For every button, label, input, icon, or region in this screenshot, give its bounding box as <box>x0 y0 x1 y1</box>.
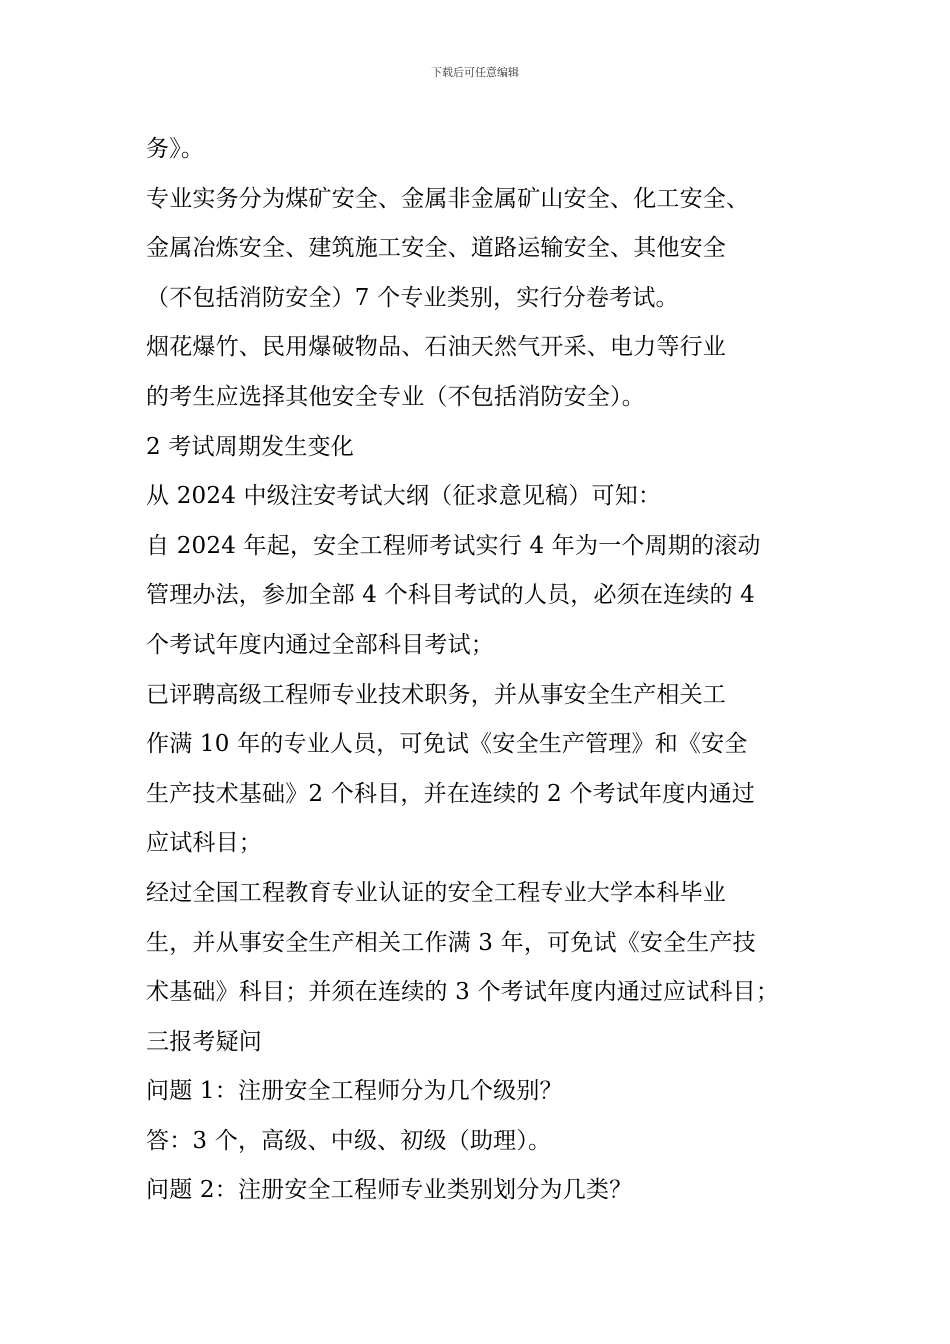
section-heading: 三报考疑问 <box>146 1028 262 1055</box>
text-line: （不包括消防安全）7 个专业类别，实行分卷考试。 <box>146 284 679 311</box>
text-line: 已评聘高级工程师专业技术职务，并从事安全生产相关工 <box>146 681 726 708</box>
text-line: 经过全国工程教育专业认证的安全工程专业大学本科毕业 <box>146 879 726 906</box>
text-line: 生，并从事安全生产相关工作满 3 年，可免试《安全生产技 <box>146 929 756 956</box>
text-line: 生产技术基础》2 个科目，并在连续的 2 个考试年度内通过 <box>146 780 755 807</box>
text-line: 的考生应选择其他安全专业（不包括消防安全）。 <box>146 383 645 410</box>
text-line: 从 2024 中级注安考试大纲（征求意见稿）可知： <box>146 483 662 510</box>
text-line: 个考试年度内通过全部科目考试； <box>146 631 494 658</box>
document-body <box>146 130 826 1221</box>
page-header: 下载后可任意编辑 <box>431 66 519 79</box>
answer-line: 答：3 个，高级、中级、初级（助理）。 <box>146 1127 552 1154</box>
text-line: 烟花爆竹、民用爆破物品、石油天然气开采、电力等行业 <box>146 334 726 361</box>
question-line: 问题 1：注册安全工程师分为几个级别？ <box>146 1078 563 1105</box>
text-line: 应试科目； <box>146 830 262 857</box>
text-line: 作满 10 年的专业人员，可免试《安全生产管理》和《安全 <box>146 731 748 758</box>
section-heading: 2 考试周期发生变化 <box>146 433 354 460</box>
text-line: 自 2024 年起，安全工程师考试实行 4 年为一个周期的滚动 <box>146 532 761 559</box>
question-line: 问题 2：注册安全工程师专业类别划分为几类？ <box>146 1177 633 1204</box>
text-line: 专业实务分为煤矿安全、金属非金属矿山安全、化工安全、 <box>146 185 750 212</box>
text-line: 管理办法，参加全部 4 个科目考试的人员，必须在连续的 4 <box>146 582 755 609</box>
text-line: 务》。 <box>146 136 205 162</box>
text-line: 术基础》科目；并须在连续的 3 个考试年度内通过应试科目； <box>146 979 780 1006</box>
text-line: 金属冶炼安全、建筑施工安全、道路运输安全、其他安全 <box>146 235 726 262</box>
